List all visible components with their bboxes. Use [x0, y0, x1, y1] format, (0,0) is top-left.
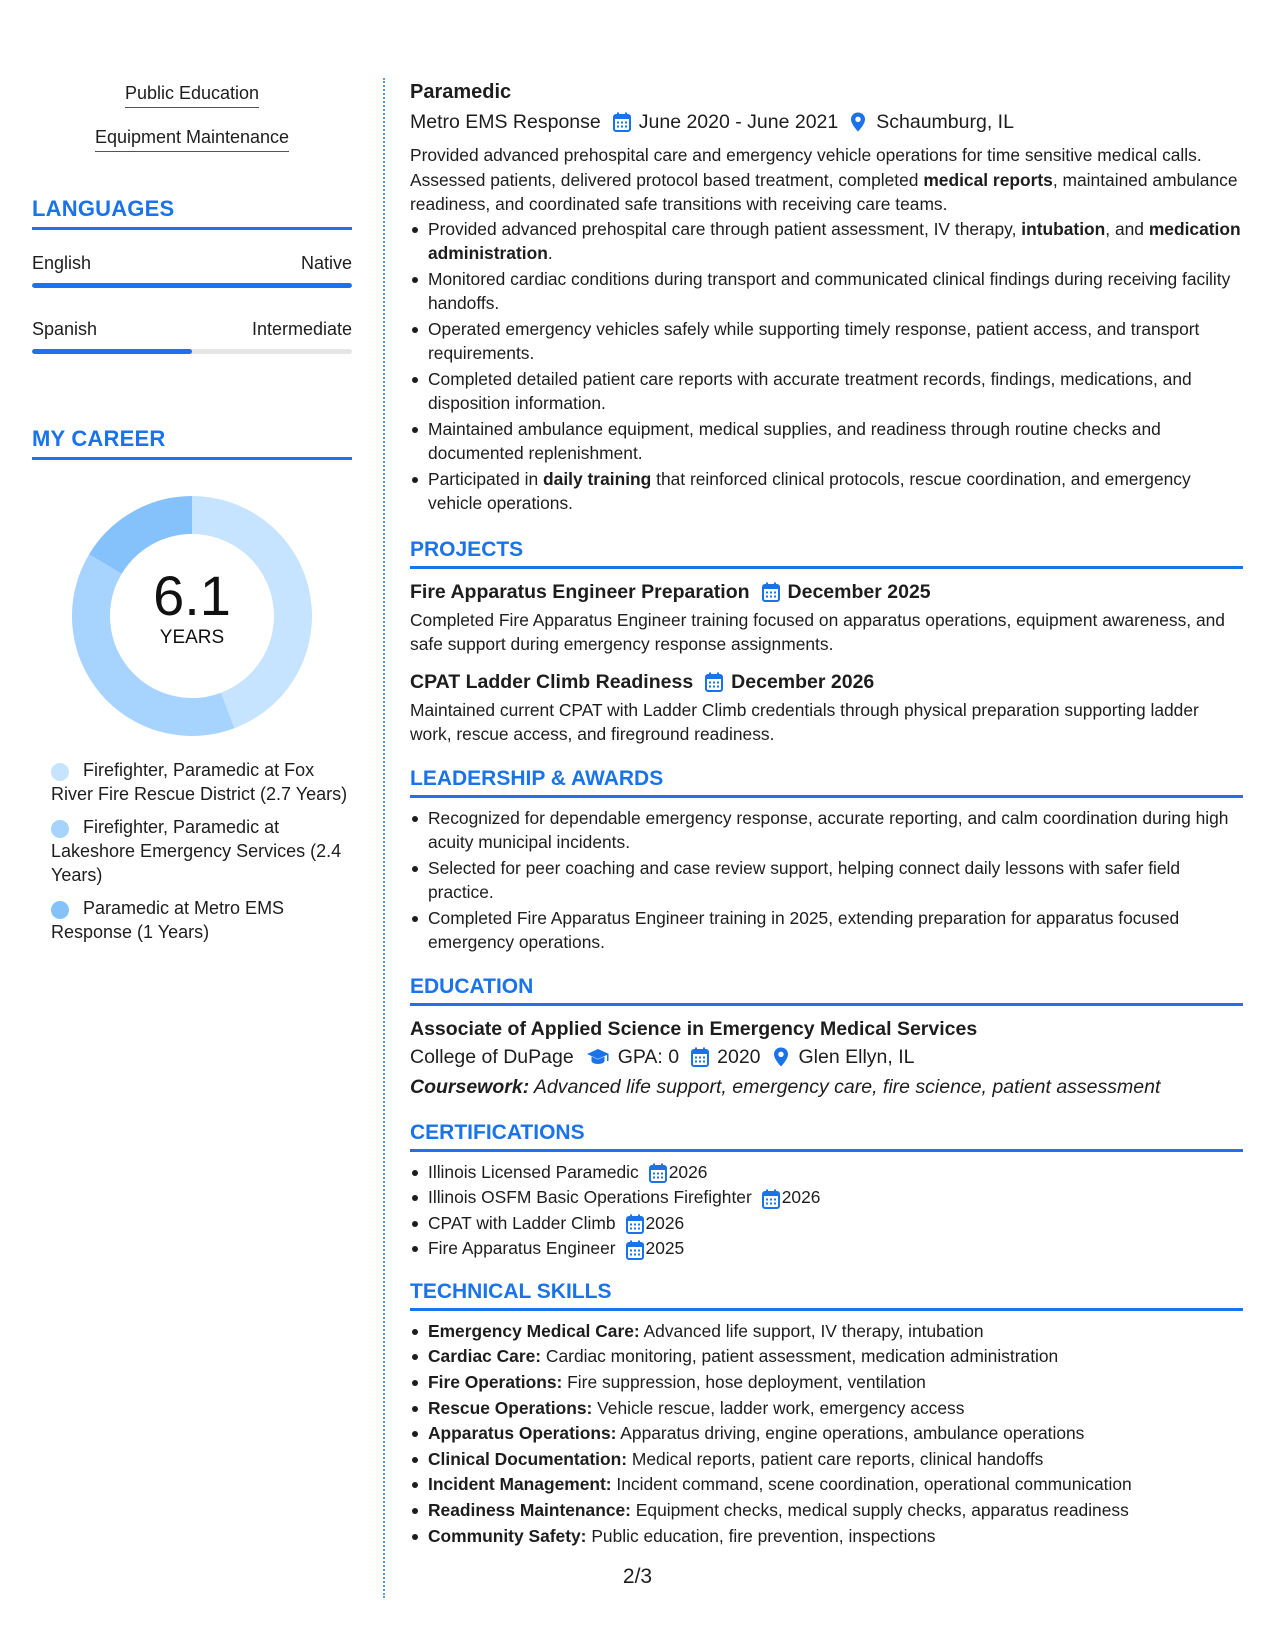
text-run: Participated in: [428, 468, 544, 489]
career-legend-item: Paramedic at Metro EMS Response (1 Years): [51, 898, 285, 942]
job-dates: June 2020 - June 2021: [638, 111, 839, 133]
skills-list: [410, 1319, 1243, 1549]
projects-heading: PROJECTS: [410, 538, 1243, 569]
skill-tag: Equipment Maintenance: [32, 126, 352, 152]
emphasis-text: medical reports: [923, 169, 1053, 190]
text-run: Completed detailed patient care reports with accurate treatment records, findings, medications, and disposition information.: [428, 368, 1192, 413]
career-total-years: 6.1: [153, 564, 231, 627]
career-donut-chart: [72, 496, 312, 736]
job-bullets: [410, 217, 1243, 516]
career-heading: MY CAREER: [32, 426, 352, 460]
skill-label: Rescue Operations:: [428, 1397, 593, 1418]
job-meta: [410, 109, 1243, 135]
skill-label: Cardiac Care:: [428, 1346, 542, 1367]
language-level: Native: [300, 253, 352, 273]
text-run: , and: [1105, 218, 1149, 239]
job-bullet: [410, 467, 1243, 516]
leadership-item: Recognized for dependable emergency response, accurate reporting, and calm coordination during high acuity municipal incidents.: [410, 806, 1243, 855]
text-run: Provided advanced prehospital care and emergency vehicle operations for time sensitive medical calls. Assessed patients, delivered protocol based treatment, completed: [410, 145, 1202, 190]
emphasis-text: daily training: [543, 468, 652, 489]
certification-name: Illinois OSFM Basic Operations Firefighter: [428, 1187, 752, 1208]
skill-value: Medical reports, patient care reports, clinical handoffs: [627, 1448, 1044, 1469]
top-skills: [32, 82, 352, 152]
skill-item: [410, 1524, 1243, 1550]
school-name: College of DuPage: [410, 1045, 574, 1068]
calendar-icon: [762, 1189, 778, 1207]
skill-item: [410, 1472, 1243, 1498]
coursework: [410, 1073, 1243, 1101]
calendar-icon: [613, 112, 631, 132]
skill-item: [410, 1370, 1243, 1396]
job-bullet: [410, 217, 1243, 266]
language-name: English: [32, 253, 92, 273]
text-run: Maintained ambulance equipment, medical supplies, and readiness through routine checks and documented replenishment.: [428, 418, 1161, 463]
donut-slice: [105, 515, 192, 564]
education-heading: EDUCATION: [410, 975, 1243, 1006]
language-proficiency-bar: [32, 283, 352, 288]
skill-value: Cardiac monitoring, patient assessment, medication administration: [541, 1346, 1059, 1367]
right-column: [410, 80, 1243, 1549]
calendar-icon: [649, 1163, 665, 1181]
certifications-list: [410, 1160, 1243, 1262]
location-pin-icon: [850, 112, 868, 132]
certification-name: Illinois Licensed Paramedic: [428, 1161, 639, 1182]
leadership-list: [410, 806, 1243, 955]
certification-item: [410, 1160, 1243, 1186]
project-date: December 2025: [787, 580, 931, 603]
degree-title: Associate of Applied Science in Emergency Medical Services: [410, 1017, 978, 1040]
career-legend-item: Firefighter, Paramedic at Lakeshore Emergency Services (2.4 Years): [51, 817, 342, 885]
languages-heading: LANGUAGES: [32, 196, 352, 230]
text-run: , maintained ambulance readiness, and coordinated safe transitions with receiving care teams.: [410, 169, 1238, 214]
language-name: Spanish: [32, 319, 98, 339]
certification-year: 2025: [645, 1238, 685, 1259]
skill-value: Apparatus driving, engine operations, ambulance operations: [616, 1423, 1085, 1444]
left-column: [32, 82, 352, 953]
career-legend: [32, 758, 352, 944]
project-title: CPAT Ladder Climb Readiness: [410, 670, 694, 693]
skill-tag: Public Education: [32, 82, 352, 108]
school-location: Glen Ellyn, IL: [798, 1045, 915, 1068]
calendar-icon: [626, 1240, 642, 1258]
skill-label: Clinical Documentation:: [428, 1448, 628, 1469]
certifications-heading: CERTIFICATIONS: [410, 1121, 1243, 1152]
career-total-unit: YEARS: [159, 627, 225, 648]
experience-entry: [410, 80, 1243, 516]
skill-value: Equipment checks, medical supply checks, apparatus readiness: [630, 1500, 1129, 1521]
certification-year: 2026: [645, 1212, 685, 1233]
skill-item: [410, 1447, 1243, 1473]
job-bullet: [410, 317, 1243, 366]
skill-label: Fire Operations:: [428, 1372, 563, 1393]
language-english: [32, 252, 352, 288]
skill-label: Apparatus Operations:: [428, 1423, 617, 1444]
skill-item: [410, 1421, 1243, 1447]
emphasis-text: intubation: [1021, 218, 1106, 239]
project-item: [410, 669, 1243, 747]
job-location: Schaumburg, IL: [876, 111, 1014, 133]
emphasis-text: medication administration: [428, 218, 1241, 263]
legend-dot-icon: [51, 901, 69, 919]
skill-value: Public education, fire prevention, inspections: [586, 1525, 936, 1546]
certification-name: CPAT with Ladder Climb: [428, 1212, 616, 1233]
job-bullet: [410, 417, 1243, 466]
calendar-icon: [626, 1214, 642, 1232]
skill-item: [410, 1396, 1243, 1422]
language-proficiency-bar: [32, 349, 352, 354]
project-item: [410, 579, 1243, 657]
skills-heading: TECHNICAL SKILLS: [410, 1280, 1243, 1311]
text-run: that reinforced clinical protocols, rescue coordination, and emergency vehicle operations.: [428, 468, 1191, 513]
text-run: Monitored cardiac conditions during transport and communicated clinical findings during receiving facility handoffs.: [428, 268, 1231, 313]
certification-item: [410, 1236, 1243, 1262]
job-bullet: [410, 267, 1243, 316]
graduation-cap-icon: [586, 1047, 610, 1067]
education-meta: [410, 1044, 1243, 1070]
skill-label: Emergency Medical Care:: [428, 1320, 640, 1341]
location-pin-icon: [773, 1047, 791, 1067]
column-divider: [383, 78, 385, 1598]
legend-dot-icon: [51, 820, 69, 838]
legend-dot-icon: [51, 763, 69, 781]
skill-value: Incident command, scene coordination, operational communication: [611, 1474, 1132, 1495]
text-run: .: [547, 243, 553, 263]
skill-value: Advanced life support, IV therapy, intubation: [639, 1320, 984, 1341]
calendar-icon: [691, 1047, 709, 1067]
skill-item: [410, 1319, 1243, 1345]
language-level: Intermediate: [251, 319, 352, 339]
certification-item: [410, 1211, 1243, 1237]
coursework-text: Advanced life support, emergency care, fire science, patient assessment: [529, 1075, 1161, 1098]
project-description: Completed Fire Apparatus Engineer training focused on apparatus operations, equipment awareness, and safe support during emergency response assignments.: [410, 609, 1225, 654]
skill-label: Community Safety:: [428, 1525, 587, 1546]
calendar-icon: [705, 672, 723, 692]
calendar-icon: [762, 582, 780, 602]
certification-year: 2026: [781, 1187, 821, 1208]
skill-value: Vehicle rescue, ladder work, emergency access: [592, 1397, 965, 1418]
project-description: Maintained current CPAT with Ladder Climb credentials through physical preparation supporting ladder work, rescue access, and fireground readiness.: [410, 699, 1199, 744]
skill-item: [410, 1344, 1243, 1370]
leadership-item: Selected for peer coaching and case review support, helping connect daily lessons with safer field practice.: [410, 856, 1243, 905]
project-date: December 2026: [731, 670, 875, 693]
leadership-item: Completed Fire Apparatus Engineer training in 2025, extending preparation for apparatus focused emergency operations.: [410, 906, 1243, 955]
graduation-year: 2020: [717, 1045, 761, 1068]
language-spanish: [32, 318, 352, 354]
career-legend-item: Firefighter, Paramedic at Fox River Fire Rescue District (2.7 Years): [51, 760, 348, 804]
page-number: 2/3: [622, 1565, 653, 1588]
job-title: Paramedic: [410, 81, 512, 103]
certification-name: Fire Apparatus Engineer: [428, 1238, 616, 1259]
company-name: Metro EMS Response: [410, 111, 601, 133]
certification-year: 2026: [668, 1161, 708, 1182]
project-title: Fire Apparatus Engineer Preparation: [410, 580, 750, 603]
job-bullet: [410, 367, 1243, 416]
leadership-heading: LEADERSHIP & AWARDS: [410, 767, 1243, 798]
skill-item: [410, 1498, 1243, 1524]
certification-item: [410, 1185, 1243, 1211]
skill-label: Readiness Maintenance:: [428, 1500, 631, 1521]
text-run: Provided advanced prehospital care through patient assessment, IV therapy,: [428, 218, 1022, 239]
text-run: Operated emergency vehicles safely while supporting timely response, patient access, and transport requirements.: [428, 318, 1200, 363]
coursework-label: Coursework:: [410, 1075, 530, 1098]
job-summary: [410, 143, 1243, 217]
skill-label: Incident Management:: [428, 1474, 612, 1495]
skill-value: Fire suppression, hose deployment, ventilation: [562, 1372, 926, 1393]
gpa: GPA: 0: [617, 1045, 680, 1068]
